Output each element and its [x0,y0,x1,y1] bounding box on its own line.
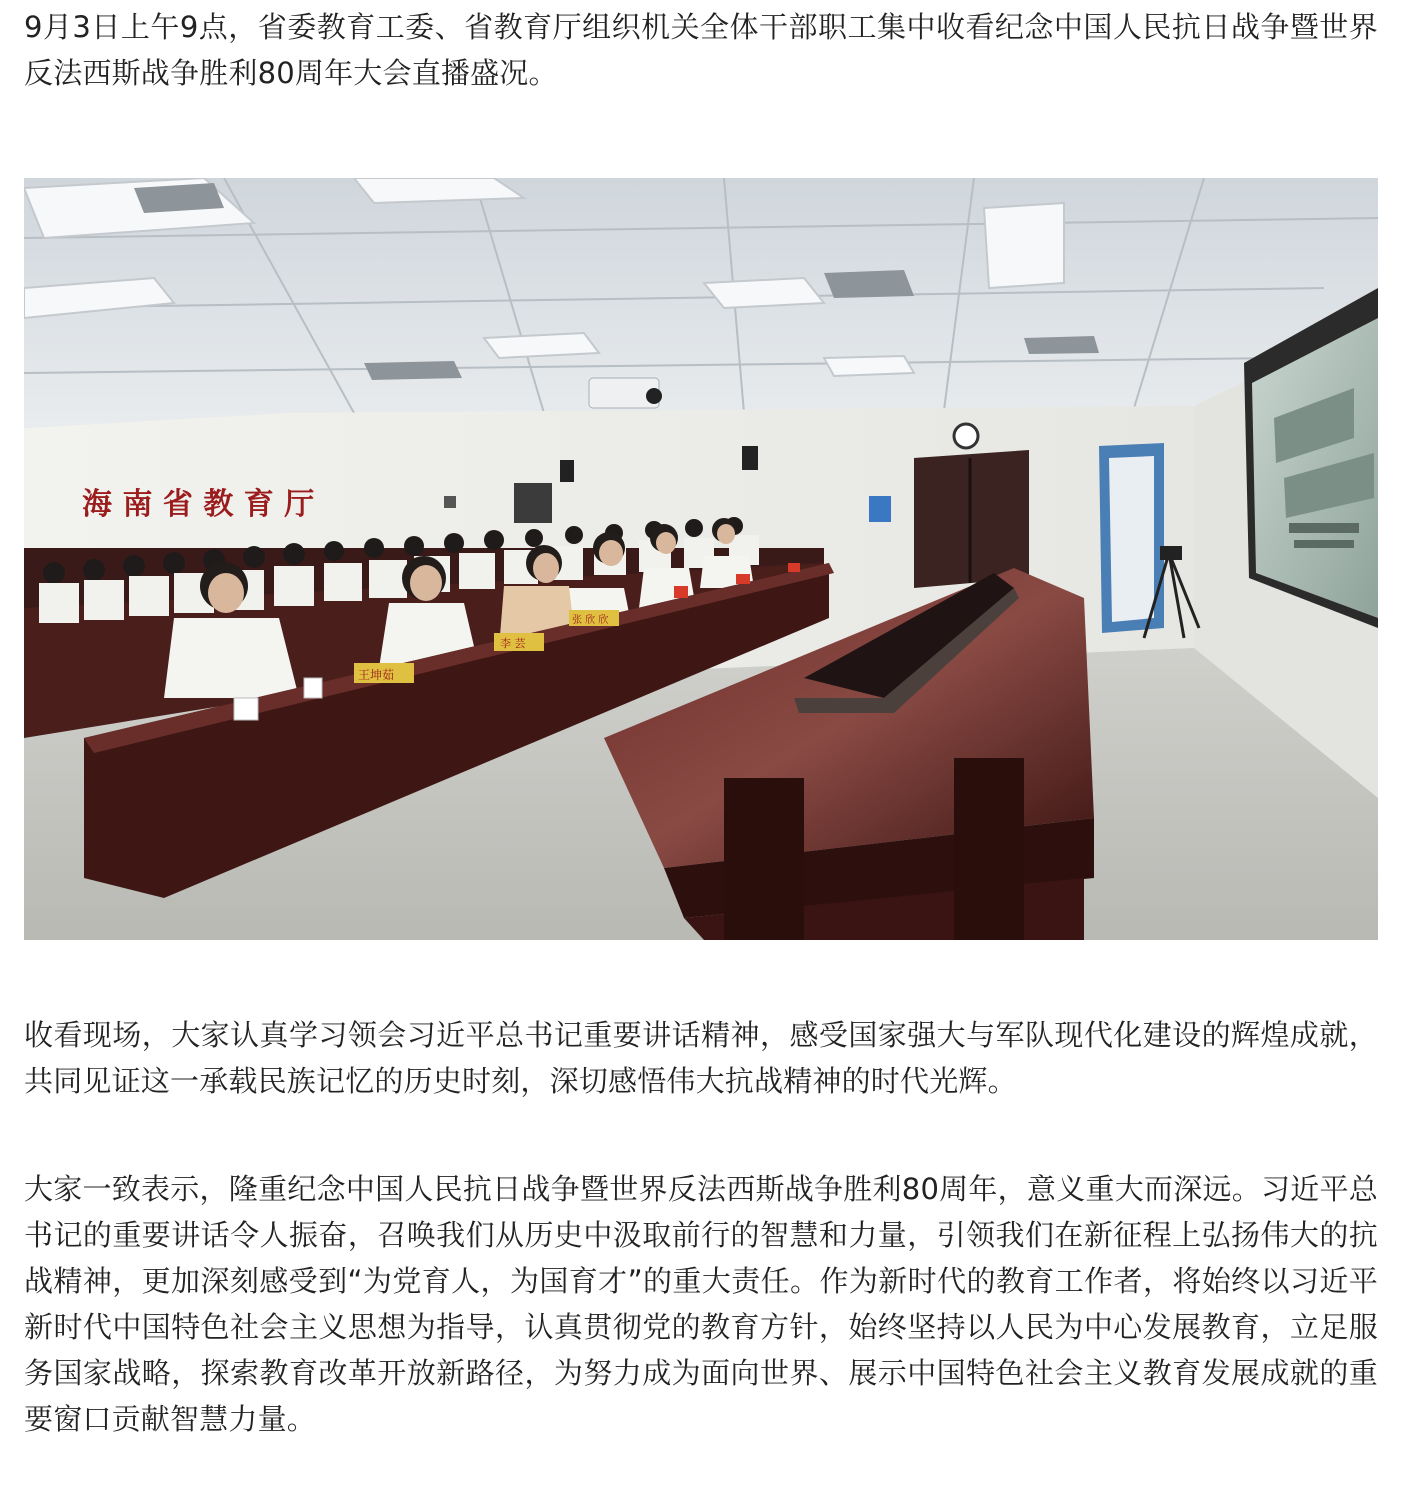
name-plate-1: 王坤茹 [358,668,395,682]
paragraph-viewing: 收看现场，大家认真学习领会习近平总书记重要讲话精神，感受国家强大与军队现代化建设的辉煌成就，共同见证这一承载民族记忆的历史时刻，深切感悟伟大抗战精神的时代光辉。 [24,1018,1378,1098]
wall-sign-text: 海 南 省 教 育 厅 [82,487,315,522]
paragraph-intro: 9月3日上午9点，省委教育工委、省教育厅组织机关全体干部职工集中收看纪念中国人民抗日战争暨世界反法西斯战争胜利80周年大会直播盛况。 [24,10,1378,90]
paragraph-statement: 大家一致表示，隆重纪念中国人民抗日战争暨世界反法西斯战争胜利80周年，意义重大而深远。习近平总书记的重要讲话令人振奋，召唤我们从历史中汲取前行的智慧和力量，引领我们在新征程上弘扬伟大的抗战精神，更加深刻感受到“为党育人，为国育才”的重大责任。作为新时代的教育工作者，将始终以习近平新时代中国特色社会主义思想为指导，认真贯彻党的教育方针，始终坚持以人民为中心发展教育，立足服务国家战略，探索教育改革开放新路径，为努力成为面向世界、展示中国特色社会主义教育发展成就的重要窗口贡献智慧力量。 [24,1172,1378,1436]
name-plate-3: 张 欣 欣 [572,615,609,626]
meeting-room-photo [24,178,1378,940]
name-plate-2: 李 芸 [500,637,526,650]
